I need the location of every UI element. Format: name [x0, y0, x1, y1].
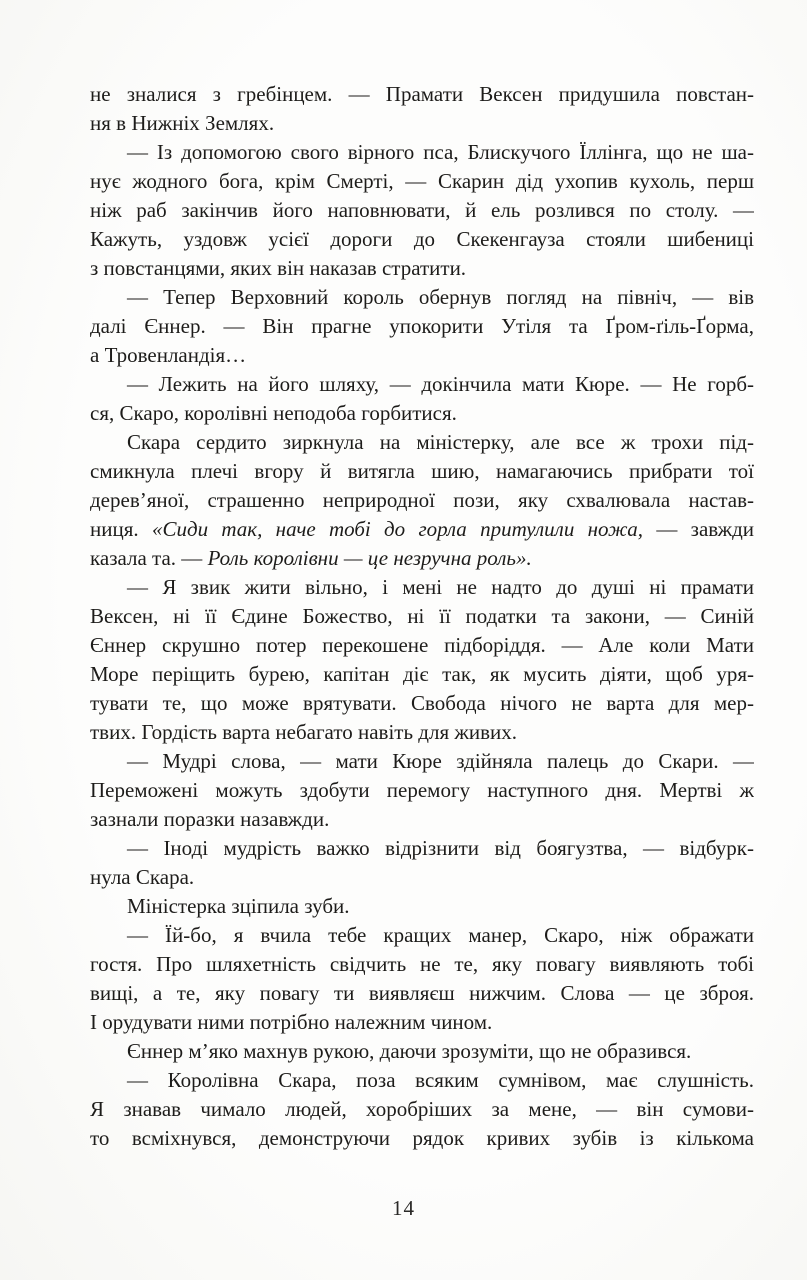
text-segment: — завжди	[643, 517, 754, 541]
text-segment: дерев’яної, страшенно неприродної пози, яку схвалювала настав-	[90, 488, 754, 512]
text-segment: смикнула плечі вгору й витягла шию, намагаючись прибрати тої	[90, 459, 754, 483]
text-segment: зазнали поразки назавжди.	[90, 807, 330, 831]
text-segment: — Іноді мудрість важко відрізнити від боягузтва, — відбурк-	[127, 836, 754, 860]
text-segment: — Із допомогою свого вірного пса, Блискучого Їллінга, що не ша-	[127, 140, 754, 164]
text-segment: то всміхнувся, демонструючи рядок кривих зубів із кількома	[90, 1126, 754, 1150]
italic-text-segment: «Сиди так, наче тобі до горла притулили ножа,	[151, 517, 644, 541]
text-segment: Єннер м’яко махнув рукою, даючи зрозуміти, що не образився.	[127, 1039, 692, 1063]
text-line	[90, 515, 754, 544]
text-segment: а Тровенландія…	[90, 343, 247, 367]
text-segment: — Мудрі слова, — мати Кюре здійняла палець до Скари. —	[127, 749, 754, 773]
text-segment: — Я звик жити вільно, і мені не надто до душі ні прамати	[127, 575, 754, 599]
text-line	[90, 341, 754, 370]
text-line	[90, 370, 754, 399]
text-line	[90, 660, 754, 689]
text-segment: — Тепер Верховний король обернув погляд на північ, — вів	[127, 285, 754, 309]
text-segment: нує жодного бога, крім Смерті, — Скарин дід ухопив кухоль, перш	[90, 169, 754, 193]
text-segment: Скара сердито зиркнула на міністерку, але все ж трохи під-	[127, 430, 754, 454]
text-line	[90, 1124, 754, 1153]
text-line	[90, 457, 754, 486]
text-line	[90, 834, 754, 863]
text-segment: ниця.	[90, 517, 152, 541]
text-line	[90, 950, 754, 979]
text-segment: Кажуть, уздовж усієї дороги до Скекенгауза стояли шибениці	[90, 227, 754, 251]
text-line	[90, 138, 754, 167]
text-line	[90, 109, 754, 138]
text-line	[90, 921, 754, 950]
text-segment: — Їй-бо, я вчила тебе кращих манер, Скаро, ніж ображати	[127, 923, 754, 947]
text-segment: І орудувати ними потрібно належним чином.	[90, 1010, 493, 1034]
text-segment: Єннер скрушно потер перекошене підборіддя. — Але коли Мати	[90, 633, 754, 657]
text-segment: тувати те, що може врятувати. Свобода нічого не варта для мер-	[90, 691, 754, 715]
text-line	[90, 805, 754, 834]
text-line	[90, 892, 754, 921]
text-line	[90, 1066, 754, 1095]
text-line	[90, 1095, 754, 1124]
text-line	[90, 776, 754, 805]
text-line	[90, 979, 754, 1008]
text-line	[90, 689, 754, 718]
text-segment: Переможені можуть здобути перемогу наступного дня. Мертві ж	[90, 778, 754, 802]
text-segment: з повстанцями, яких він наказав стратити.	[90, 256, 467, 280]
text-segment: — Лежить на його шляху, — докінчила мати Кюре. — Не горб-	[127, 372, 754, 396]
text-segment: ня в Нижніх Землях.	[90, 111, 275, 135]
text-line	[90, 718, 754, 747]
text-segment: ся, Скаро, королівні неподоба горбитися.	[90, 401, 457, 425]
text-segment: Міністерка зціпила зуби.	[127, 894, 350, 918]
text-line	[90, 167, 754, 196]
text-line	[90, 863, 754, 892]
text-line	[90, 747, 754, 776]
text-line	[90, 254, 754, 283]
text-line	[90, 1037, 754, 1066]
text-line	[90, 80, 754, 109]
italic-text-segment: Роль королівни — це незручна роль».	[207, 546, 532, 570]
text-segment: твих. Гордість варта небагато навіть для живих.	[90, 720, 518, 744]
text-segment: нула Скара.	[90, 865, 195, 889]
text-segment: вищі, а те, яку повагу ти виявляєш нижчим. Слова — це зброя.	[90, 981, 754, 1005]
page-text	[90, 80, 754, 1153]
text-segment: далі Єннер. — Він прагне упокорити Утіля та Ґром-ґіль-Ґорма,	[90, 314, 754, 338]
text-line	[90, 225, 754, 254]
text-line	[90, 1008, 754, 1037]
text-segment: гостя. Про шляхетність свідчить не те, яку повагу виявляють тобі	[90, 952, 754, 976]
text-segment: Море періщить бурею, капітан діє так, як мусить діяти, щоб уря-	[90, 662, 754, 686]
text-line	[90, 196, 754, 225]
text-segment: Вексен, ні її Єдине Божество, ні її податки та закони, — Синій	[90, 604, 754, 628]
text-line	[90, 544, 754, 573]
text-segment: ніж раб закінчив його наповнювати, й ель розлився по столу. —	[90, 198, 754, 222]
text-segment: — Королівна Скара, поза всяким сумнівом, має слушність.	[127, 1068, 754, 1092]
text-segment: не зналися з гребінцем. — Прамати Вексен придушила повстан-	[90, 82, 754, 106]
text-line	[90, 283, 754, 312]
text-line	[90, 631, 754, 660]
text-line	[90, 312, 754, 341]
text-line	[90, 602, 754, 631]
text-segment: Я знавав чимало людей, хоробріших за мене, — він сумови-	[90, 1097, 754, 1121]
text-line	[90, 399, 754, 428]
text-segment: казала та. —	[90, 546, 208, 570]
page-number: 14	[392, 1196, 415, 1220]
text-line	[90, 486, 754, 515]
text-line	[90, 573, 754, 602]
text-line	[90, 428, 754, 457]
